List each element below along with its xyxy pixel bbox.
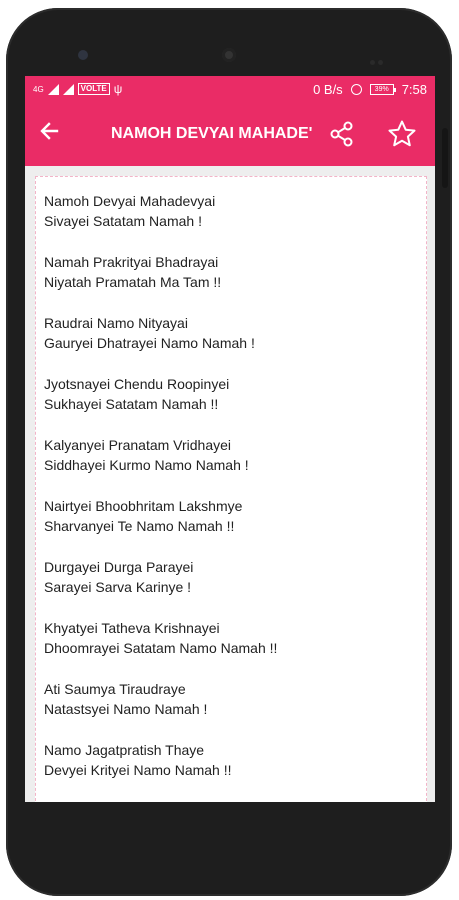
alarm-icon <box>351 84 362 95</box>
back-button[interactable] <box>35 120 79 148</box>
front-camera <box>78 50 88 60</box>
verse-line: Gauryei Dhatrayei Namo Namah ! <box>44 335 255 351</box>
verse-line: Raudrai Namo Nityayai <box>44 315 188 331</box>
verse-line: Namoh Devyai Mahadevyai <box>44 193 216 209</box>
verse-line: Ati Saumya Tiraudraye <box>44 681 186 697</box>
arrow-left-icon <box>39 121 59 141</box>
share-icon <box>329 121 355 147</box>
verse <box>44 618 426 658</box>
verse-line: Kalyanyei Pranatam Vridhayei <box>44 437 232 453</box>
clock: 7:58 <box>401 81 427 97</box>
verse-line: Sarayei Sarva Karinye ! <box>44 579 192 595</box>
verse <box>44 496 426 536</box>
verse-line: Durgayei Durga Parayei <box>44 559 194 575</box>
share-button[interactable] <box>319 121 365 147</box>
verse <box>44 679 426 719</box>
verse-line: Devyei Krityei Namo Namah !! <box>44 762 232 778</box>
verse-line: Sukhayei Satatam Namah !! <box>44 396 219 412</box>
verse <box>44 374 426 414</box>
verse <box>44 435 426 475</box>
app-screen <box>25 76 435 802</box>
verse <box>44 252 426 292</box>
star-icon <box>387 119 417 149</box>
status-bar <box>25 76 435 102</box>
data-speed: 0 B/s <box>313 81 343 97</box>
verse-line: Namah Prakrityai Bhadrayai <box>44 254 219 270</box>
proximity-sensors <box>370 52 388 58</box>
verse <box>44 557 426 597</box>
verse-line: Natastsyei Namo Namah ! <box>44 701 208 717</box>
volte-badge: VOLTE <box>78 83 110 95</box>
volume-button <box>442 128 448 188</box>
lyrics-card[interactable] <box>35 176 427 802</box>
verse-line: Jyotsnayei Chendu Roopinyei <box>44 376 230 392</box>
verse-line: Namo Jagatpratish Thaye <box>44 742 205 758</box>
verse <box>44 191 426 231</box>
verse-line: Sharvanyei Te Namo Namah !! <box>44 518 235 534</box>
battery-icon: 39% <box>370 84 394 95</box>
signal-icon-2 <box>63 84 74 95</box>
verse-line: Dhoomrayei Satatam Namo Namah !! <box>44 640 278 656</box>
verse-line: Niyatah Pramatah Ma Tam !! <box>44 274 222 290</box>
page-title: NAMOH DEVYAI MAHADE' <box>111 125 313 142</box>
signal-icon <box>48 84 59 95</box>
verse-line: Sivayei Satatam Namah ! <box>44 213 202 229</box>
earpiece-speaker <box>222 48 236 62</box>
verse <box>44 740 426 780</box>
app-bar <box>25 102 435 166</box>
network-type: 4G <box>33 84 44 94</box>
usb-icon: ψ <box>113 82 123 96</box>
verse <box>44 313 426 353</box>
favorite-button[interactable] <box>379 119 425 149</box>
verse-line: Siddhayei Kurmo Namo Namah ! <box>44 457 249 473</box>
verse-line: Khyatyei Tatheva Krishnayei <box>44 620 220 636</box>
verse-line: Nairtyei Bhoobhritam Lakshmye <box>44 498 243 514</box>
